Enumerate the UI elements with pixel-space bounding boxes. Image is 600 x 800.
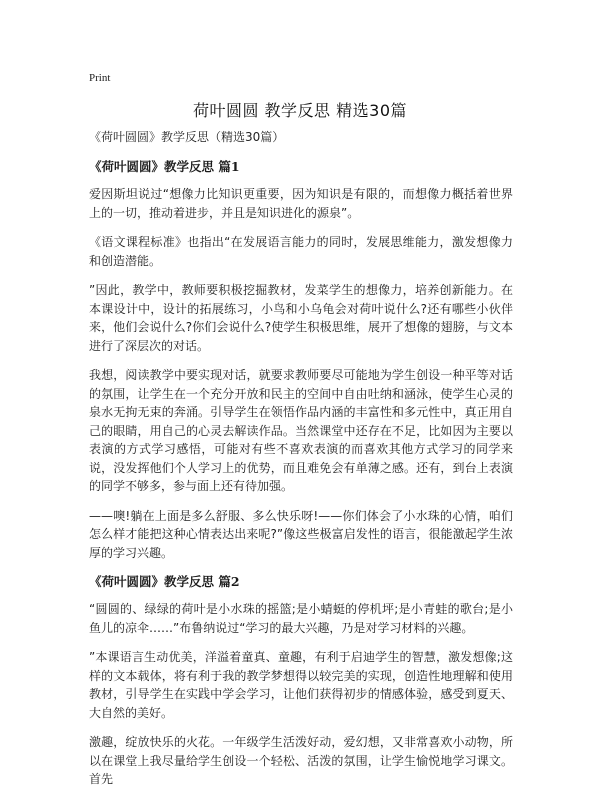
- print-label: Print: [89, 72, 111, 84]
- paragraph: 激趣，绽放快乐的火花。一年级学生活泼好动，爱幻想，又非常喜欢小动物，所以在课堂上我尽量给学生创设一个轻松、活泼的氛围，让学生愉悦地学习课文。首先: [89, 735, 513, 786]
- section-heading-1: 《荷叶圆圆》教学反思 篇1: [89, 159, 240, 174]
- paragraph: ”本课语言生动优美，洋溢着童真、童趣，有利于启迪学生的智慧，激发想像;这样的文本载体，将有利于我的教学梦想得以较完美的实现，创造性地理解和使用教材，引导学生在实践中学会学习，让他们获得初步的情感体验，感受到夏天、大自然的美好。: [89, 650, 513, 720]
- document-body: [89, 128, 513, 800]
- section-heading-2: 《荷叶圆圆》教学反思 篇2: [89, 574, 240, 589]
- document-title: 荷叶圆圆 教学反思 精选30篇: [192, 101, 408, 120]
- paragraph: 爱因斯坦说过“想像力比知识更重要，因为知识是有限的，而想像力概括着世界上的一切，推动着进步，并且是知识进化的源泉”。: [89, 187, 513, 220]
- document-subtitle: 《荷叶圆圆》教学反思（精选30篇）: [89, 130, 285, 144]
- paragraph: ——噢!躺在上面是多么舒服、多么快乐呀!——你们体会了小水珠的心情，咱们怎么样才能把这种心情表达出来呢?”像这些极富启发性的语言，很能激起学生浓厚的学习兴趣。: [89, 508, 513, 560]
- paragraph: 我想，阅读教学中要实现对话，就要求教师要尽可能地为学生创设一种平等对话的氛围，让学生在一个充分开放和民主的空间中自由吐纳和涵泳，使学生心灵的泉水无拘无束的奔涌。引导学生在领悟作品内涵的丰富性和多元性中，真正用自己的眼睛，用自己的心灵去解读作品。当然课堂中还存在不足，比如因为主要以表演的方式学习感悟，可能对有些不喜欢表演的而喜欢其他方式学习的同学来说，没发挥他们个人学习上的优势，而且难免会有单薄之感。还有，到台上表演的同学不够多，参与面上还有待加强。: [89, 368, 513, 493]
- paragraph: 《语文课程标准》也指出“在发展语言能力的同时，发展思维能力，激发想像力和创造潜能。: [89, 235, 513, 268]
- paragraph: “圆圆的、绿绿的荷叶是小水珠的摇篮;是小蜻蜓的停机坪;是小青蛙的歌台;是小鱼儿的凉伞……”布鲁纳说过“学习的最大兴趣，乃是对学习材料的兴趣。: [89, 602, 513, 635]
- paragraph: ”因此，教学中，教师要积极挖掘教材，发菜学生的想像力，培养创新能力。在本课设计中，设计的拓展练习，小鸟和小乌龟会对荷叶说什么?还有哪些小伙伴来，他们会说什么?你们会说什么?使学生积极思维，展开了想像的翅膀，与文本进行了深层次的对话。: [89, 283, 513, 353]
